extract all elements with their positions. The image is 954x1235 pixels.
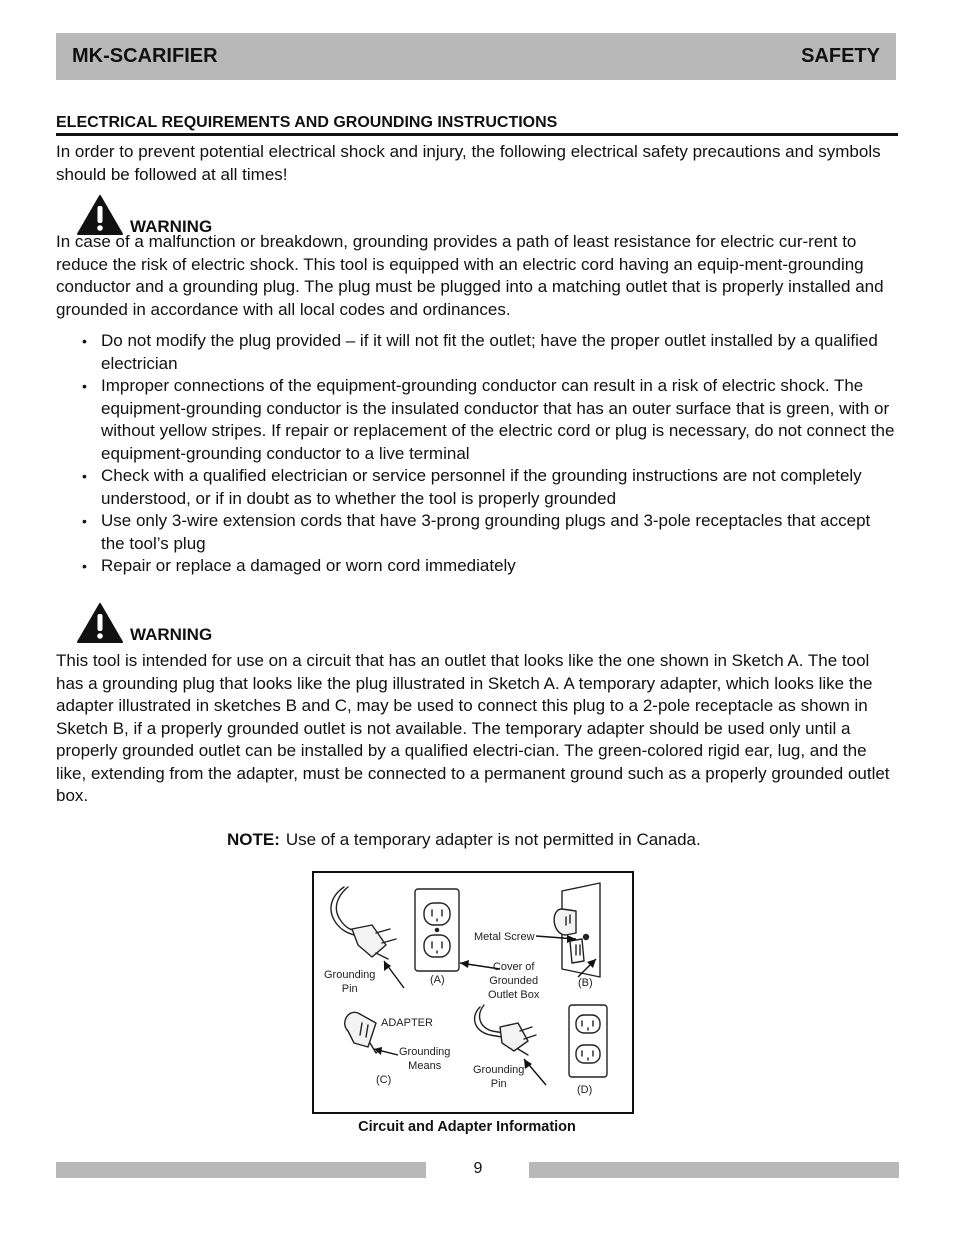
note <box>227 829 701 851</box>
warning-heading-2 <box>76 598 212 644</box>
list-item <box>56 465 898 510</box>
figure-caption: Circuit and Adapter Information <box>358 1119 576 1135</box>
warning-text-2: This tool is intended for use on a circuit that has an outlet that looks like the one shown in Sketch A. The tool has a grounding plug that looks like the plug illustrated in Sketch A. A temporary adapter, which looks like the adapter illustrated in sketches B and C, may be used to connect this plug to a 2-pole receptacle as shown in Sketch B, if a properly grounded outlet is not available. The temporary adapter should be used only until a properly grounded outlet can be installed by a qualified electri-cian. The green-colored rigid ear, lug, and the like, extending from the adapter, must be connected to a permanent ground such as a properly grounded outlet box. <box>56 651 890 805</box>
outlet-receptacle-a-top <box>424 903 450 925</box>
warning-text-1: In case of a malfunction or breakdown, grounding provides a path of least resistance for electric cur-rent to reduce the risk of electric shock. This tool is equipped with an electric cord having an equip-ment-grounding conductor and a grounding plug. The plug must be plugged into a matching outlet that is properly installed and grounded in accordance with all local codes and ordinances. <box>56 232 884 319</box>
bullet-text: Use only 3-wire extension cords that have 3-prong grounding plugs and 3-pole receptacles that accept the tool’s plug <box>101 511 871 553</box>
warning-triangle-icon <box>76 194 124 236</box>
bullet-text: Repair or replace a damaged or worn cord immediately <box>101 556 516 575</box>
plug-cord-a-outer <box>336 887 356 931</box>
circuit-adapter-figure <box>312 871 634 1114</box>
label-text: Grounding Means <box>399 1046 451 1072</box>
warning-label-2: WARNING <box>130 625 213 644</box>
bullet-text: Check with a qualified electrician or service personnel if the grounding instructions are not completely understood, or if in doubt as to whether the tool is properly grounded <box>101 466 862 508</box>
warning-heading-1 <box>76 190 212 236</box>
list-item <box>56 330 898 375</box>
list-item <box>56 510 898 555</box>
bullet-dot: • <box>82 558 87 574</box>
list-item <box>56 555 898 578</box>
list-item <box>56 375 898 465</box>
bullet-dot: • <box>82 333 87 349</box>
grounding-pin-d <box>518 1049 528 1055</box>
header-title: MK-SCARIFIER <box>72 45 218 67</box>
plug-pin-a-1 <box>376 929 390 933</box>
warning-triangle-icon <box>76 602 124 644</box>
label-adapter: ADAPTER <box>381 1017 433 1029</box>
label-cover <box>488 960 539 1002</box>
note-label: NOTE: <box>227 830 280 849</box>
label-sketch-a: (A) <box>430 974 445 986</box>
footer-bar-right <box>529 1162 899 1178</box>
plug-pin-a-2 <box>382 939 396 943</box>
label-text: Grounding Pin <box>324 969 376 995</box>
adapter-lower-b <box>570 939 584 963</box>
plug-body-d <box>500 1023 528 1051</box>
outlet-plate-d <box>569 1005 607 1077</box>
section-title: ELECTRICAL REQUIREMENTS AND GROUNDING INSTRUCTIONS <box>56 114 898 136</box>
label-grounding-pin-d <box>473 1063 524 1091</box>
intro-paragraph: In order to prevent potential electrical shock and injury, the following electrical safety precautions and symbols should be followed at all times! <box>56 142 881 184</box>
note-text: Use of a temporary adapter is not permitted in Canada. <box>285 830 701 849</box>
label-sketch-d: (D) <box>577 1084 593 1096</box>
label-grounding-pin-a <box>324 968 375 996</box>
label-sketch-c: (C) <box>376 1074 392 1086</box>
plug-cord-a <box>331 887 354 935</box>
outlet-receptacle-a-bottom <box>424 935 450 957</box>
warning-label-1: WARNING <box>130 217 213 236</box>
label-text: Cover of Grounded Outlet Box <box>488 961 540 1001</box>
grounding-pin-a <box>376 953 388 959</box>
header-bar <box>56 33 896 80</box>
bullet-list <box>56 330 898 578</box>
bullet-text: Do not modify the plug provided – if it will not fit the outlet; have the proper outlet installed by a qualified electrician <box>101 331 878 373</box>
page-number: 9 <box>473 1160 483 1177</box>
footer-bar-left <box>56 1162 426 1178</box>
bullet-text: Improper connections of the equipment-grounding conductor can result in a risk of electric shock. The equipment-grounding conductor is the insulated conductor that has an outer surface that is green, with or without yellow stripes. If repair or replacement of the electric cord or plug is necessary, do not connect the equipment-grounding conductor to a live terminal <box>101 376 895 463</box>
bullet-dot: • <box>82 513 87 529</box>
label-grounding-means <box>399 1045 450 1073</box>
label-metal-screw: Metal Screw <box>474 931 535 943</box>
bullet-dot: • <box>82 468 87 484</box>
bullet-dot: • <box>82 378 87 394</box>
plug-body-a <box>352 925 386 957</box>
label-sketch-b: (B) <box>578 977 593 989</box>
adapter-body-b <box>554 909 576 935</box>
label-text: Grounding Pin <box>473 1064 525 1090</box>
header-section: SAFETY <box>801 45 880 67</box>
